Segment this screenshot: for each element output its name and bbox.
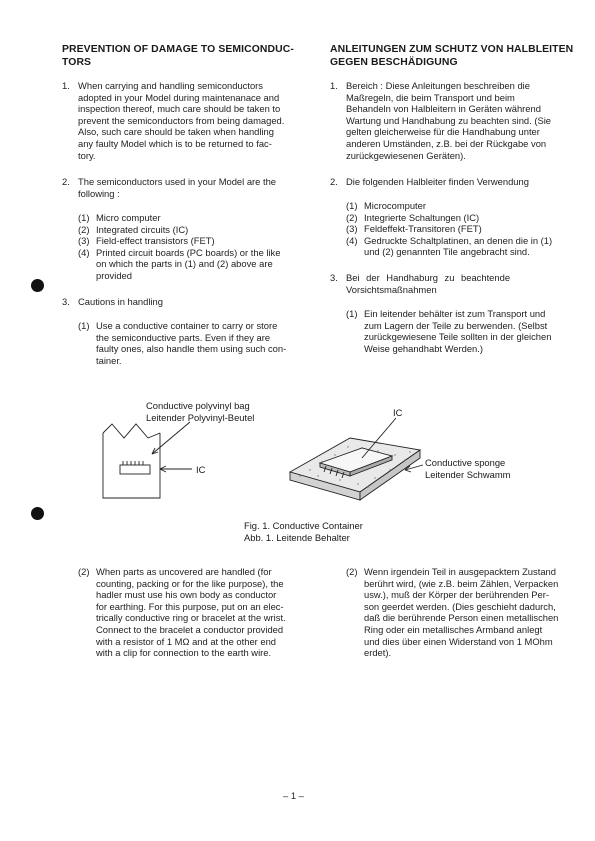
list-number: (3): [346, 223, 358, 235]
bag-label-en: Conductive polyvinyl bag: [146, 400, 250, 411]
caution-number: (2): [346, 566, 358, 577]
caution-number: (1): [346, 308, 358, 319]
punch-hole-bottom: [31, 507, 44, 520]
caution-text: Use a conductive container to carry or store the semiconductive parts. Even if they are faulty ones, also handle them using such con- tainer.: [96, 320, 287, 366]
list-text: Printed circuit boards (PC boards) or the like on which the parts in (1) and (2) above are provided: [96, 246, 281, 281]
heading-en: PREVENTION OF DAMAGE TO SEMICONDUC- TORS: [62, 44, 294, 68]
item-number: 3.: [330, 272, 338, 283]
sponge-label-en: Conductive sponge: [425, 457, 506, 468]
caution-text: When parts as uncovered are handled (for counting, packing or for the like purpose), the hadler must use his own body as conductor for earthing. For this purpose, put on an elec- trically conductive ring or bracelet at the wrist. Connect to the bracelet a conductor provided with a resistor of 1 MΩ and at the other end with a clip for connection to the earth wire.: [96, 566, 286, 659]
list-text: Microcomputer: [364, 200, 426, 211]
item-number: 1.: [330, 80, 338, 91]
item-text: Bei der Handhaburg zu beachtende Vorsichtsmaßnahmen: [346, 272, 511, 295]
figure-caption-de: Abb. 1. Leitende Behalter: [244, 532, 350, 543]
list-text: Integrated circuits (IC): [96, 223, 189, 235]
list-text: Field-effect transistors (FET): [96, 235, 215, 247]
caution-text: Ein leitender behälter ist zum Transport und zum Lagern der Teile zu berwenden. (Selbst zurückgewiesene Teile sollten in der gleichen Weise gehandhabt Werden.): [364, 308, 552, 354]
item-number: 2.: [62, 176, 70, 187]
conductive-bag-illustration: [103, 422, 192, 498]
caution-number: (2): [78, 566, 90, 577]
item-number: 3.: [62, 296, 70, 307]
list-text: Integrierte Schaltungen (IC): [364, 211, 480, 223]
item-text: When carrying and handling semiconductors adopted in your Model during maintenanace and inspection thereof, much care should be taken to prevent the semiconductors from being damaged. Also, such care should be taken when handling any faulty Model which is to be returned to fac- tory.: [78, 80, 285, 161]
ic-label-left: IC: [196, 464, 206, 475]
item-number: 1.: [62, 80, 70, 91]
list-number: (4): [78, 246, 90, 258]
ic-label-right: IC: [393, 407, 403, 418]
item-text: Bereich : Diese Anleitungen beschreiben die Maßregeln, die beim Transport und beim Behandeln von Halbleitern in Geräten während Wartung und Handhabung zu beachten sind. (Sie gelten gleicherweise für die Handhabung unter anderen Umständen, z.B. bei der Rückgabe von zurückgewiesenen Geräten).: [346, 80, 551, 161]
list-number: (3): [78, 235, 90, 247]
list-number: (1): [78, 212, 90, 223]
list-text: Feldeffekt-Transitoren (FET): [364, 223, 482, 235]
list-number: (2): [346, 211, 358, 223]
list-number: (1): [346, 200, 358, 211]
list-number: (2): [78, 223, 90, 235]
item-text: The semiconductors used in your Model are the following :: [78, 176, 277, 199]
item-number: 2.: [330, 176, 338, 187]
heading-de: ANLEITUNGEN ZUM SCHUTZ VON HALBLEITEN GEGEN BESCHÄDIGUNG: [330, 44, 574, 68]
sponge-label-de: Leitender Schwamm: [425, 469, 511, 480]
figure-caption-en: Fig. 1. Conductive Container: [244, 520, 363, 531]
caution-number: (1): [78, 320, 90, 331]
punch-hole-top: [31, 279, 44, 292]
page-number: – 1 –: [283, 790, 304, 801]
list-number: (4): [346, 234, 358, 246]
caution-text: Wenn irgendein Teil in ausgepacktem Zustand berührt wird, (wie z.B. beim Zählen, Verpacken usw.), muß der Körper der berührenden Per- son geerdet werden. (Dies geschieht dadurch, daß die berührende Person einen metallischen Ring oder ein metallisches Armband anlegt und dies über einen Widerstand von 1 MOhm erdet).: [364, 566, 559, 659]
list-text: Gedruckte Schaltplatinen, an denen die in (1) und (2) genannten Tile angebracht sind.: [364, 234, 553, 258]
bag-label-de: Leitender Polyvinyl-Beutel: [146, 412, 255, 423]
conductive-sponge-illustration: [290, 418, 423, 500]
list-text: Micro computer: [96, 212, 161, 223]
item-text: Die folgenden Halbleiter finden Verwendung: [346, 176, 529, 187]
item-text: Cautions in handling: [78, 296, 163, 307]
